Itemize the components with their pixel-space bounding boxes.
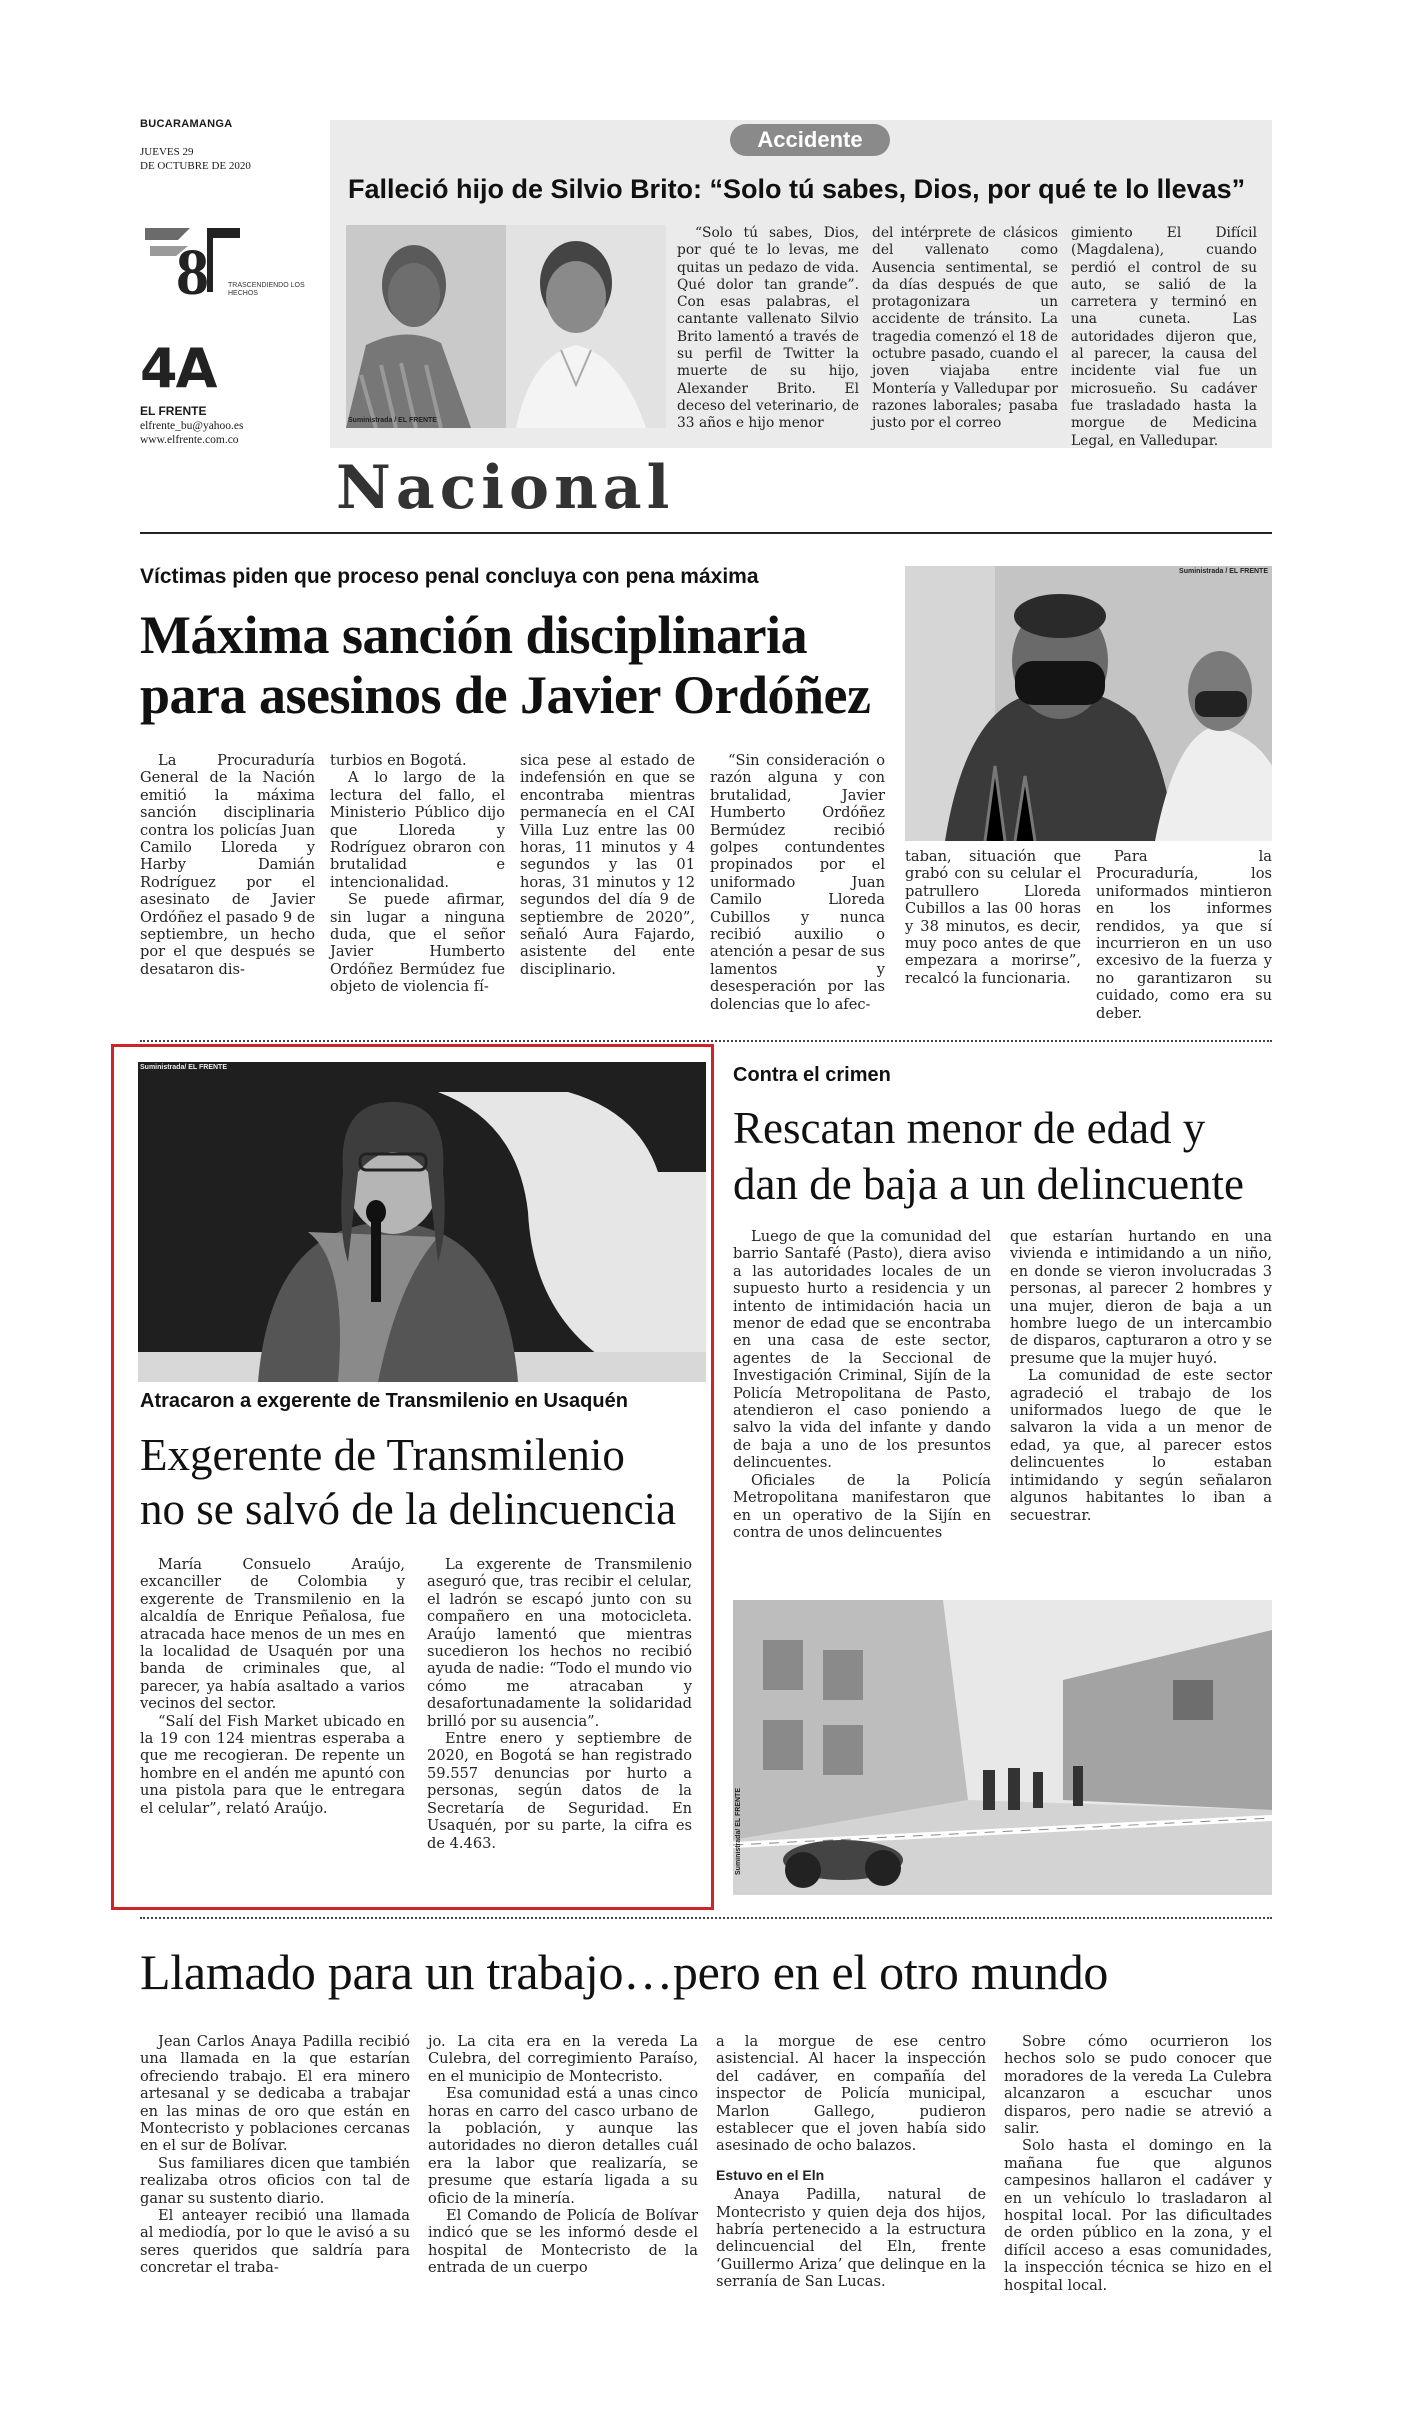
- ordonez-col5: [905, 848, 1081, 987]
- top-story-headline: Falleció hijo de Silvio Brito: “Solo tú sabes, Dios, por qué te lo llevas”: [348, 174, 1246, 204]
- ordonez-kicker: Víctimas piden que proceso penal concluya con pena máxima: [140, 565, 759, 588]
- ordonez-headline: [140, 605, 870, 726]
- ordonez-col2-text-b: A lo largo de la lectura del fallo, el Ministerio Público dijo que Lloreda y Rodríguez obraron con brutalidad e intencionalidad.: [330, 769, 505, 891]
- top-story-col3-text: gimiento El Difícil (Magdalena), cuando perdió el control de su auto, se salió de la carretera y terminó en una cuneta. Las autoridades dijeron que, al parecer, la causa del incidente vial fue un microsueño. Su cadáver fue trasladado hasta la morgue de Medicina Legal, en Valledupar.: [1071, 225, 1257, 449]
- pasto-headline-line1: Rescatan menor de edad y: [733, 1103, 1206, 1153]
- bottom-col4-text-a: Sobre cómo ocurrieron los hechos solo se pudo conocer que moradores de la vereda La Culebra alcanzaron a escuchar unos disparos, pero nadie se atrevió a salir.: [1004, 2033, 1272, 2138]
- accident-badge: Accidente: [730, 124, 890, 156]
- bottom-col2-text-c: El Comando de Policía de Bolívar indicó que se les informó desde el hospital de Montecristo de la entrada de un cuerpo: [428, 2207, 698, 2277]
- top-story-photo-credit: Suministrada / EL FRENTE: [348, 417, 437, 424]
- transmilenio-col2-text-a: La exgerente de Transmilenio aseguró que, tras recibir el celular, el ladrón se escapó junto con su compañero en una motocicleta. Araújo lamentó que mientras sucedieron los hechos no recibió ayuda de nadie: “Todo el mundo vio cómo me atracaban y desafortunadamente la solidaridad brilló por su ausencia”.: [427, 1556, 692, 1730]
- newspaper-logo: [140, 222, 305, 304]
- transmilenio-col2-text-b: Entre enero y septiembre de 2020, en Bogotá se han registrado 59.557 denuncias por hurto a personas, según datos de la Secretaría de Seguridad. En Usaquén, por su parte, la cifra es de 4.463.: [427, 1730, 692, 1852]
- ordonez-col5-text: taban, situación que grabó con su celular el patrullero Lloreda Cubillos a las 00 horas y 38 minutos, es decir, muy poco antes de que empezara a morirse”, recalcó la funcionaria.: [905, 848, 1081, 987]
- transmilenio-headline: [140, 1428, 676, 1536]
- bottom-col4: [1004, 2033, 1272, 2294]
- ordonez-photo-credit: Suministrada / EL FRENTE: [1179, 568, 1268, 575]
- ordonez-col2-text-a: turbios en Bogotá.: [330, 752, 467, 769]
- bottom-col3-text-a: a la morgue de ese centro asistencial. Al hacer la inspección del cadáver, en compañía del inspector de Policía municipal, Marlon Gallego, pudieron establecer que el joven había sido asesinado de ocho balazos.: [716, 2033, 986, 2155]
- bottom-col3: [716, 2033, 986, 2291]
- section-title: Nacional: [336, 453, 675, 523]
- bottom-headline: Llamado para un trabajo…pero en el otro mundo: [140, 1944, 1109, 2000]
- svg-text:8: 8: [176, 236, 209, 304]
- top-story-col1-text: “Solo tú sabes, Dios, por qué te lo levas, me quitas un pedazo de vida. Qué dolor tan grande”. Con esas palabras, el cantante vallenato Silvio Brito lamentó a través de su perfil de Twitter la muerte de su hijo, Alexander Brito. El deceso del veterinario, de 33 años e hijo menor: [677, 225, 859, 432]
- ordonez-col6-text: Para la Procuraduría, los uniformados mintieron en los informes rendidos, ya que sí incurrieron en un uso excesivo de la fuerza y no garantizaron su cuidado, como era su deber.: [1096, 848, 1272, 1022]
- bottom-col3-text-b: Anaya Padilla, natural de Montecristo y quien deja dos hijos, habría pertenecido a la estructura delincuencial del Eln, frente ‘Guillermo Ariza’ que delinque en la serranía de San Lucas.: [716, 2186, 986, 2291]
- bottom-col2: [428, 2033, 698, 2277]
- pasto-col1: [733, 1228, 991, 1541]
- bottom-col1: [140, 2033, 410, 2277]
- top-story-col2-text: del intérprete de clásicos del vallenato como Ausencia sentimental, se da días después de que protagonizara un accidente de tránsito. La tragedia comenzó el 18 de octubre pasado, cuando el joven viajaba entre Montería y Valledupar por razones laborales; pasaba justo por el correo: [872, 225, 1058, 432]
- paper-name: EL FRENTE: [140, 404, 207, 418]
- bottom-col1-text-c: El anteayer recibió una llamada al mediodía, por lo que le avisó a su seres queridos que saldría para concretar el traba-: [140, 2207, 410, 2277]
- transmilenio-col2: [427, 1556, 692, 1852]
- contact-email: elfrente_bu@yahoo.es: [140, 420, 244, 432]
- ordonez-headline-line2: para asesinos de Javier Ordóñez: [140, 665, 871, 726]
- ordonez-photo: [905, 566, 1272, 841]
- ordonez-col4-text: “Sin consideración o razón alguna y con brutalidad, Javier Humberto Ordóñez Bermúdez recibió golpes contundentes propinados por el uniformado Juan Camilo Lloreda Cubillos y nunca recibió auxilio o atención a pesar de sus lamentos y desesperación por las dolencias que lo afec-: [710, 752, 885, 1013]
- transmilenio-photo: [138, 1062, 706, 1382]
- transmilenio-col1: [140, 1556, 405, 1817]
- transmilenio-headline-line1: Exgerente de Transmilenio: [140, 1430, 625, 1480]
- bottom-subhead: Estuvo en el Eln: [716, 2166, 825, 2183]
- pasto-col2-text-a: que estarían hurtando en una vivienda e intimidando a un niño, en donde se vieron involucradas 3 personas, al parecer 2 hombres y una mujer, dieron de baja a un hombre luego de un intercambio de disparos, capturaron a otro y se presume que la mujer huyó.: [1010, 1228, 1272, 1367]
- transmilenio-headline-line2: no se salvó de la delincuencia: [140, 1484, 677, 1534]
- bottom-col4-text-b: Solo hasta el domingo en la mañana fue que algunos campesinos hallaron el cadáver y en un vehículo lo trasladaron al hospital local. Por las dificultades de orden público en la zona, y el difícil acceso a esas comunidades, la inspección técnica se hizo en el hospital local.: [1004, 2137, 1272, 2294]
- pasto-kicker: Contra el crimen: [733, 1064, 891, 1086]
- top-story-photo: [346, 225, 666, 428]
- top-story-col3: [1071, 225, 1257, 450]
- pasto-col2: [1010, 1228, 1272, 1524]
- pasto-headline: [733, 1100, 1244, 1212]
- pasto-col1-text-a: Luego de que la comunidad del barrio Santafé (Pasto), diera aviso a las autoridades locales de un supuesto hurto a residencia y un intento de intimidación hacia un menor de edad que se encontraba en una casa de este sector, agentes de la Seccional de Investigación Criminal, Sijín de la Policía Metropolitana de Pasto, atendieron el caso poniendo a salvo la vida del infante y dando de baja a uno de los presuntos delincuentes.: [733, 1228, 991, 1472]
- transmilenio-kicker: Atracaron a exgerente de Transmilenio en Usaquén: [140, 1390, 628, 1412]
- ordonez-col1-text: La Procuraduría General de la Nación emitió la máxima sanción disciplinaria contra los policías Juan Camilo Lloreda y Harby Damián Rodríguez por el asesinato de Javier Ordóñez el pasado 9 de septiembre, un hecho por el que después se desataron dis-: [140, 752, 315, 978]
- transmilenio-photo-credit: Suministrada/ EL FRENTE: [140, 1064, 227, 1071]
- pasto-photo-credit: Suministrada/ EL FRENTE: [735, 1788, 742, 1875]
- ordonez-col1: [140, 752, 315, 978]
- ordonez-headline-line1: Máxima sanción disciplinaria: [140, 605, 808, 665]
- separator-2: [140, 1917, 1272, 1919]
- bottom-col2-text-a: jo. La cita era en la vereda La Culebra, del corregimiento Paraíso, en el municipio de Montecristo.: [428, 2033, 698, 2085]
- pasto-headline-line2: dan de baja a un delincuente: [733, 1159, 1245, 1209]
- bottom-col2-text-b: Esa comunidad está a unas cinco horas en carro del casco urbano de la población, y aunque las autoridades no dieron detalles cuál era la labor que realizaría, se presume que estaría ligada a su oficio de la minería.: [428, 2085, 698, 2207]
- bottom-col1-text-a: Jean Carlos Anaya Padilla recibió una llamada en la que estarían ofreciendo trabajo. El era minero artesanal y se dedicaba a trabajar en las minas de oro que están en Montecristo y poblaciones cercanas en el sur de Bolívar.: [140, 2033, 410, 2155]
- issue-day: JUEVES 29: [140, 146, 194, 158]
- pasto-col1-text-b: Oficiales de la Policía Metropolitana manifestaron que en un operativo de la Sijín en contra de unos delincuentes: [733, 1471, 991, 1541]
- ordonez-col2-text-c: Se puede afirmar, sin lugar a ninguna duda, que el señor Javier Humberto Ordóñez Bermúdez fue objeto de violencia fí-: [330, 891, 505, 996]
- ordonez-col6: [1096, 848, 1272, 1022]
- transmilenio-col1-text-a: María Consuelo Araújo, excanciller de Colombia y exgerente de Transmilenio en la alcaldía de Enrique Peñalosa, fue atracada hace menos de un mes en la localidad de Usaquén por una banda de criminales que, al parecer, ya había asaltado a varios vecinos del sector.: [140, 1556, 405, 1713]
- website-link[interactable]: www.elfrente.com.co: [140, 434, 239, 446]
- page-number: 4A: [140, 337, 216, 400]
- separator-1: [140, 1040, 1272, 1042]
- issue-date: DE OCTUBRE DE 2020: [140, 160, 251, 172]
- top-story-col2: [872, 225, 1058, 433]
- logo-tagline: TRASCENDIENDO LOS HECHOS: [228, 282, 305, 297]
- city-label: BUCARAMANGA: [140, 118, 233, 130]
- ordonez-col4: [710, 752, 885, 1013]
- section-rule: [140, 532, 1272, 534]
- pasto-col2-text-b: La comunidad de este sector agradeció el trabajo de los uniformados luego de que le salvaron la vida a un menor de edad, ya que, al parecer estos delincuentes lo estaban intimidando y según señalaron algunos habitantes lo iban a secuestrar.: [1010, 1367, 1272, 1524]
- pasto-photo: [733, 1600, 1272, 1895]
- top-story-col1: [677, 225, 859, 433]
- bottom-col1-text-b: Sus familiares dicen que también realizaba otros oficios con tal de ganar su sustento diario.: [140, 2154, 410, 2207]
- ordonez-col2: [330, 752, 505, 996]
- transmilenio-col1-text-b: “Salí del Fish Market ubicado en la 19 con 124 mientras esperaba a que me recogieran. De repente un hombre en el andén me apuntó con una pistola para que le entregara el celular”, relató Araújo.: [140, 1712, 405, 1817]
- ordonez-col3: [520, 752, 695, 978]
- ordonez-col3-text: sica pese al estado de indefensión en que se encontraba mientras permanecía en el CAI Villa Luz entre las 00 horas, 11 minutos y 4 segundos y las 01 horas, 31 minutos y 12 segundos del día 9 de septiembre de 2020”, señaló Aura Fajardo, asistente del ente disciplinario.: [520, 752, 695, 978]
